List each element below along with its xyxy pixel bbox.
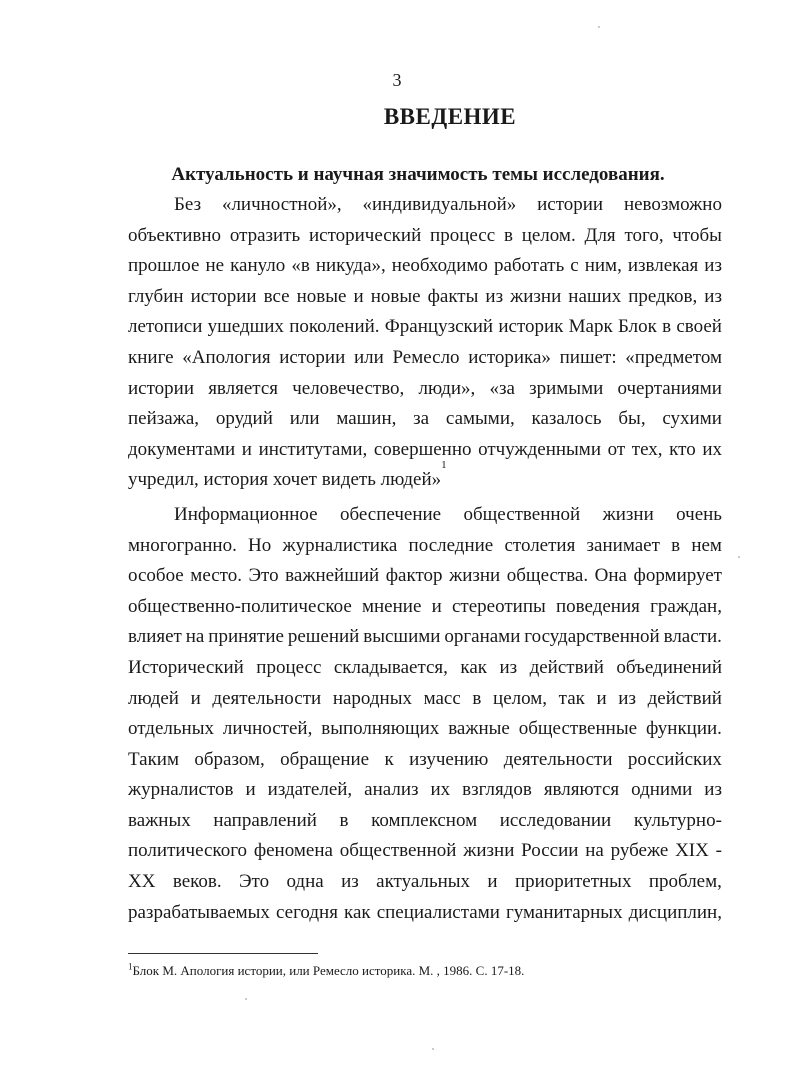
- word: актуальных: [376, 871, 471, 893]
- word: как: [344, 901, 371, 923]
- word: занимает: [586, 534, 660, 556]
- word: из: [704, 779, 722, 801]
- word: бы,: [618, 408, 646, 430]
- body-text: [128, 190, 722, 928]
- word: исследовании: [499, 809, 612, 831]
- word: их: [430, 779, 451, 801]
- word: все: [263, 285, 290, 307]
- word: жизни: [463, 840, 515, 862]
- word: на: [585, 840, 604, 862]
- word: общественно-политическое: [128, 595, 352, 617]
- word: из: [704, 285, 722, 307]
- word: обращение: [280, 748, 370, 770]
- word: Но: [248, 534, 272, 556]
- word: взглядов: [462, 779, 532, 801]
- word: деятельности: [503, 748, 613, 770]
- word: Это: [248, 565, 279, 587]
- word: и: [245, 779, 256, 801]
- word: истории: [128, 377, 194, 399]
- word: Блок: [617, 316, 657, 338]
- word: журналистов: [128, 779, 234, 801]
- word: Это: [238, 871, 270, 893]
- word: многогранно.: [128, 534, 237, 556]
- word: гуманитарных: [505, 901, 623, 923]
- word: того,: [624, 224, 664, 246]
- word: обеспечение: [339, 503, 442, 525]
- text-line: [128, 867, 722, 898]
- word: кануло: [230, 255, 286, 277]
- word: объединений: [616, 656, 722, 678]
- word: и: [190, 687, 201, 709]
- word: издателей,: [267, 779, 353, 801]
- word: действий: [529, 656, 604, 678]
- word: «за: [489, 377, 515, 399]
- word: истории: [279, 346, 346, 368]
- word: важные: [448, 718, 510, 740]
- footnote-marker: 1: [128, 961, 133, 972]
- word: факты: [427, 285, 479, 307]
- word: специалистами: [376, 901, 500, 923]
- word: из: [485, 285, 504, 307]
- word: в: [671, 534, 681, 556]
- word: жизни: [510, 285, 562, 307]
- word: ним,: [584, 255, 622, 277]
- word: сухими: [662, 408, 722, 430]
- text-line: [128, 190, 722, 221]
- word: Марк: [568, 316, 613, 338]
- word: историка»: [468, 346, 551, 368]
- word: место.: [190, 565, 242, 587]
- word: изучению: [409, 748, 489, 770]
- word: в: [472, 687, 482, 709]
- footnote-reference: 1: [441, 459, 447, 472]
- word: Без: [174, 194, 202, 215]
- word: человечество,: [292, 377, 405, 399]
- word: из: [704, 255, 722, 277]
- word: «Апология: [182, 346, 271, 368]
- word: деятельности: [212, 687, 322, 709]
- word: с: [570, 255, 579, 277]
- text-line: [128, 836, 722, 867]
- footnote-separator: [128, 953, 318, 954]
- word: глубин: [128, 285, 184, 307]
- text-line: [128, 561, 722, 592]
- word: наших: [568, 285, 622, 307]
- text-line: [128, 531, 722, 562]
- word: «индивидуальной»: [362, 194, 517, 215]
- word: государственной: [524, 626, 660, 648]
- word: или: [289, 408, 320, 430]
- word: людей: [128, 687, 179, 709]
- word: историк: [498, 316, 564, 338]
- word: Исторический: [128, 656, 244, 678]
- word: своей: [676, 316, 722, 338]
- text-line: [128, 745, 722, 776]
- word: как: [460, 656, 487, 678]
- word: общественной: [463, 503, 581, 525]
- word: их: [702, 438, 722, 460]
- scan-speck: [598, 26, 600, 28]
- word: отразить: [229, 224, 301, 246]
- word: институтами,: [258, 438, 368, 460]
- word: приоритетных: [514, 871, 632, 893]
- word: функции.: [645, 718, 722, 740]
- word: объективно: [128, 224, 222, 246]
- word: одними: [631, 779, 693, 801]
- text-line: [128, 221, 722, 252]
- word: общества.: [506, 565, 589, 587]
- word: образом,: [194, 748, 265, 770]
- word: -: [715, 840, 722, 862]
- word: к: [384, 748, 394, 770]
- word: документами: [128, 438, 236, 460]
- word: Французский: [384, 316, 494, 338]
- word: в: [339, 809, 349, 831]
- word: складывается,: [333, 656, 448, 678]
- word: в: [662, 316, 672, 338]
- text-line: [128, 312, 722, 343]
- word: Информационное: [174, 503, 318, 525]
- word: процесс: [256, 656, 322, 678]
- word: из: [499, 656, 518, 678]
- text-line: [128, 282, 722, 313]
- word: за: [413, 408, 430, 430]
- word: поколений.: [289, 316, 380, 338]
- word: влияет: [128, 626, 182, 648]
- word: мнение: [361, 595, 422, 617]
- word: никуда»,: [315, 255, 386, 277]
- word: ушедших: [207, 316, 284, 338]
- word: исторический: [308, 224, 422, 246]
- word: решений: [287, 626, 360, 648]
- word: сегодня: [276, 901, 338, 923]
- word: и: [353, 285, 364, 307]
- word: высшими: [363, 626, 441, 648]
- word: комплексном: [371, 809, 478, 831]
- word: очень: [676, 503, 722, 525]
- word: разрабатываемых: [128, 901, 270, 923]
- text-line: [128, 684, 722, 715]
- word: политического: [128, 840, 248, 862]
- word: самыми,: [445, 408, 515, 430]
- word: анализ: [364, 779, 419, 801]
- word: тех,: [631, 438, 663, 460]
- text-line: [128, 251, 722, 282]
- word: Она: [594, 565, 627, 587]
- word: целом,: [493, 687, 548, 709]
- word: зримыми: [529, 377, 604, 399]
- word: невозможно: [623, 194, 722, 215]
- word: очертаниями: [617, 377, 722, 399]
- word: масс: [423, 687, 461, 709]
- word: «предметом: [625, 346, 722, 368]
- word: не: [205, 255, 225, 277]
- word: летописи: [128, 316, 203, 338]
- footnote: [128, 963, 728, 979]
- word: граждан,: [650, 595, 722, 617]
- word: из: [618, 687, 636, 709]
- scan-speck: [245, 998, 247, 1000]
- word: работать: [493, 255, 565, 277]
- word: дисциплин,: [628, 901, 722, 923]
- word: стереотипы: [452, 595, 546, 617]
- word: журналистика: [282, 534, 398, 556]
- word: «в: [291, 255, 310, 277]
- word: процесс: [430, 224, 496, 246]
- word: отчужденными: [478, 438, 602, 460]
- word: Таким: [128, 748, 179, 770]
- word: последние: [408, 534, 494, 556]
- word: XX: [128, 871, 156, 893]
- word: феномена: [253, 840, 333, 862]
- word: или: [353, 346, 384, 368]
- word: книге: [128, 346, 174, 368]
- text-line: [128, 898, 722, 929]
- word: казалось: [531, 408, 602, 430]
- text-line: [128, 592, 722, 623]
- word: орудий: [215, 408, 273, 430]
- text-line: [128, 653, 722, 684]
- word: на: [185, 626, 205, 648]
- word: нем: [691, 534, 722, 556]
- text-line: [128, 435, 722, 466]
- text-line: [128, 806, 722, 837]
- word: от: [607, 438, 626, 460]
- word: отдельных: [128, 718, 214, 740]
- word: органами: [444, 626, 521, 648]
- word: кто: [669, 438, 696, 460]
- word: предков,: [628, 285, 698, 307]
- word: истории: [190, 285, 257, 307]
- word: машин,: [336, 408, 397, 430]
- word: веков.: [172, 871, 222, 893]
- word: принятие: [208, 626, 284, 648]
- paragraph-last-line: учредил, история хочет видеть людей»: [128, 469, 442, 491]
- word: извлекая: [627, 255, 699, 277]
- text-line: [128, 622, 722, 653]
- word: необходимо: [391, 255, 488, 277]
- text-line: [128, 775, 722, 806]
- page-title: ВВЕДЕНИЕ: [383, 104, 517, 129]
- word: поведения: [555, 595, 640, 617]
- word: из: [341, 871, 359, 893]
- word: общественные: [518, 718, 638, 740]
- word: направлений: [213, 809, 317, 831]
- word: общественной: [339, 840, 457, 862]
- word: фактор: [385, 565, 443, 587]
- text-line: [128, 343, 722, 374]
- word: прошлое: [128, 255, 200, 277]
- word: рубеже: [610, 840, 669, 862]
- word: чтобы: [672, 224, 722, 246]
- page-number: 3: [392, 70, 402, 90]
- word: так: [558, 687, 585, 709]
- word: и: [241, 438, 252, 460]
- word: народных: [332, 687, 412, 709]
- scan-speck: [432, 1048, 434, 1050]
- word: люди»,: [418, 377, 476, 399]
- word: формирует: [633, 565, 722, 587]
- text-line: [128, 404, 722, 435]
- word: российских: [627, 748, 722, 770]
- word: пишет:: [559, 346, 617, 368]
- word: XIX: [675, 840, 709, 862]
- word: «личностной»,: [221, 194, 342, 215]
- word: и: [596, 687, 607, 709]
- text-line: [128, 714, 722, 745]
- word: истории: [537, 194, 604, 215]
- footnote-text: Блок М. Апология истории, или Ремесло историка. М. , 1986. С. 17-18.: [132, 963, 525, 978]
- word: выполняющих: [321, 718, 440, 740]
- word: культурно-: [633, 809, 722, 831]
- scan-speck: [738, 556, 740, 558]
- word: особое: [128, 565, 184, 587]
- word: и: [431, 595, 442, 617]
- word: пейзажа,: [128, 408, 200, 430]
- text-line: [128, 500, 722, 531]
- word: столетия: [504, 534, 576, 556]
- word: проблем,: [648, 871, 722, 893]
- word: жизни: [602, 503, 654, 525]
- word: является: [208, 377, 279, 399]
- word: целом.: [521, 224, 576, 246]
- word: Ремесло: [392, 346, 460, 368]
- word: одна: [286, 871, 324, 893]
- word: в: [503, 224, 513, 246]
- word: власти.: [663, 626, 722, 648]
- word: действий: [647, 687, 722, 709]
- word: личностей,: [222, 718, 313, 740]
- word: важных: [128, 809, 191, 831]
- word: и: [487, 871, 498, 893]
- word: совершенно: [373, 438, 472, 460]
- word: России: [521, 840, 579, 862]
- word: жизни: [449, 565, 501, 587]
- word: новые: [296, 285, 347, 307]
- word: являются: [543, 779, 620, 801]
- word: Для: [584, 224, 616, 246]
- text-line-last: [128, 459, 722, 496]
- word: новые: [370, 285, 421, 307]
- text-line: [128, 374, 722, 405]
- section-heading: Актуальность и научная значимость темы исследования.: [171, 164, 665, 185]
- word: важнейший: [285, 565, 380, 587]
